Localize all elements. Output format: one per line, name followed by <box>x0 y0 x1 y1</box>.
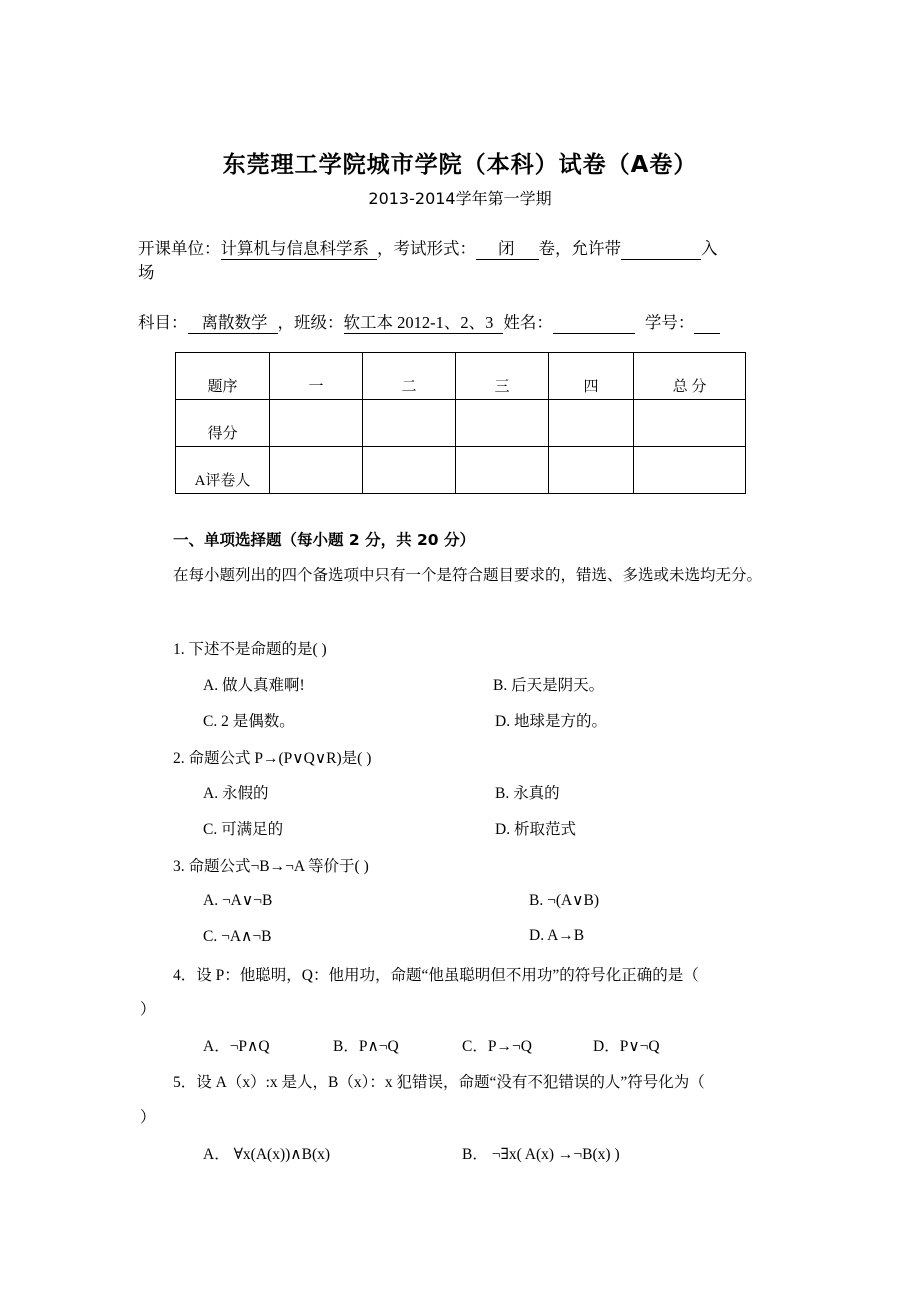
row-label: A评卷人 <box>176 447 270 494</box>
q2-option-d: D. 析取范式 <box>495 821 576 838</box>
row-label: 得分 <box>176 400 270 447</box>
grader-cell[interactable] <box>634 447 746 494</box>
q1-option-c: C. 2 是偶数。 <box>203 713 295 730</box>
q2-option-a: A. 永假的 <box>203 785 269 802</box>
q5-option-b: B． ¬∃x( A(x) →¬B(x) ) <box>462 1146 620 1163</box>
class-value: 软工本 2012-1、2、3 <box>344 314 504 334</box>
grader-cell[interactable] <box>363 447 456 494</box>
q4-option-d: D．P∨¬Q <box>593 1038 660 1055</box>
section-title: 一、单项选择题（每小题 2 分，共 20 分） <box>173 531 475 549</box>
question-5-stem: 5．设 A（x）:x 是人，B（x）：x 犯错误，命题“没有不犯错误的人”符号化为（ <box>173 1074 705 1091</box>
score-row <box>176 400 746 447</box>
dept-label: 开课单位： <box>138 239 221 258</box>
info-line-1 <box>138 235 718 260</box>
q4-option-c: C．P→¬Q <box>462 1038 532 1055</box>
q1-option-d: D. 地球是方的。 <box>495 713 607 730</box>
score-table <box>175 352 746 494</box>
name-field[interactable] <box>553 315 635 334</box>
question-4-stem-tail: ） <box>140 1001 156 1018</box>
header-cell: 三 <box>456 353 549 400</box>
entry-text-2: 场 <box>138 263 155 282</box>
q5-option-a: A． ∀x(A(x))∧B(x) <box>203 1146 331 1163</box>
class-label: ，班级： <box>277 313 344 332</box>
q3-option-c: C. ¬A∧¬B <box>203 928 272 945</box>
header-cell: 总 分 <box>634 353 746 400</box>
exam-form-suffix: 卷，允许带 <box>538 239 621 258</box>
exam-form-value: 闭 <box>476 240 539 260</box>
question-2-stem: 2. 命题公式 P→(P∨Q∨R)是( ) <box>173 750 372 767</box>
q2-option-b: B. 永真的 <box>495 785 560 802</box>
dept-value: 计算机与信息科学系 <box>221 240 378 260</box>
score-cell[interactable] <box>549 400 634 447</box>
grader-cell[interactable] <box>549 447 634 494</box>
score-cell[interactable] <box>456 400 549 447</box>
q3-option-b: B. ¬(A∨B) <box>529 892 600 909</box>
q1-option-b: B. 后天是阴天。 <box>493 677 605 694</box>
q4-option-b: B．P∧¬Q <box>333 1038 399 1055</box>
score-cell[interactable] <box>270 400 363 447</box>
id-field[interactable] <box>694 315 720 334</box>
header-cell: 四 <box>549 353 634 400</box>
allow-blank[interactable] <box>621 241 701 260</box>
subject-label: 科目： <box>138 313 188 332</box>
id-label: 学号： <box>644 313 695 332</box>
question-4-stem: 4．设 P：他聪明，Q：他用功，命题“他虽聪明但不用功”的符号化正确的是（ <box>173 967 699 984</box>
q4-option-a: A．¬P∧Q <box>203 1038 270 1055</box>
name-label: 姓名： <box>503 313 553 332</box>
score-cell[interactable] <box>363 400 456 447</box>
header-cell: 题序 <box>176 353 270 400</box>
question-3-stem: 3. 命题公式¬B→¬A 等价于( ) <box>173 858 369 875</box>
info-line-2 <box>138 309 720 334</box>
subject-value: 离散数学 <box>188 314 278 334</box>
exam-term: 2013-2014学年第一学期 <box>368 189 552 208</box>
exam-title: 东莞理工学院城市学院（本科）试卷（A卷） <box>222 152 698 178</box>
header-cell: 二 <box>363 353 456 400</box>
q3-option-a: A. ¬A∨¬B <box>203 892 273 909</box>
grader-row <box>176 447 746 494</box>
score-cell[interactable] <box>634 400 746 447</box>
q3-option-d: D. A→B <box>529 927 585 944</box>
grader-cell[interactable] <box>270 447 363 494</box>
question-1-stem: 1. 下述不是命题的是( ) <box>173 641 327 658</box>
exam-form-label: ，考试形式： <box>377 239 476 258</box>
q1-option-a: A. 做人真难啊! <box>203 677 305 694</box>
header-cell: 一 <box>270 353 363 400</box>
grader-cell[interactable] <box>456 447 549 494</box>
q2-option-c: C. 可满足的 <box>203 821 284 838</box>
question-5-stem-tail: ） <box>140 1109 156 1126</box>
score-table-header-row <box>176 353 746 400</box>
entry-text: 入 <box>701 239 718 258</box>
section-instruction: 在每小题列出的四个备选项中只有一个是符合题目要求的，错选、多选或未选均无分。 <box>173 567 763 584</box>
